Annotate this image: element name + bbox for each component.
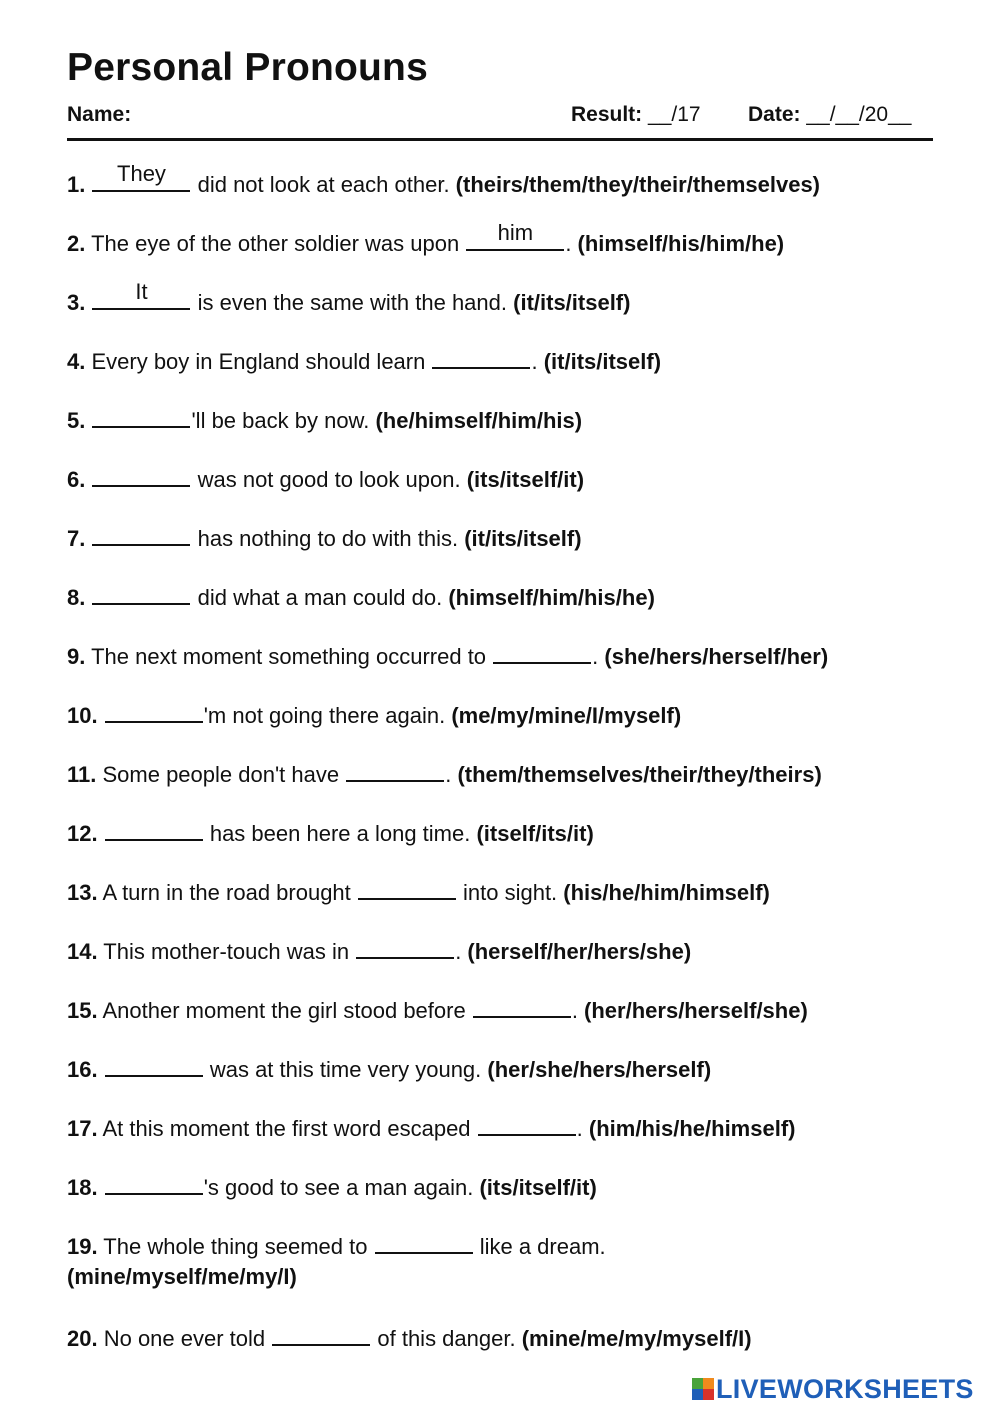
question-text-before <box>98 821 104 846</box>
question-number: 2. <box>67 231 86 256</box>
answer-blank[interactable] <box>105 697 203 723</box>
question-text-after: like a dream. <box>473 1234 606 1259</box>
result-field <box>571 103 701 127</box>
question-number: 3. <box>67 290 86 315</box>
logo-text: LIVEWORKSHEETS <box>716 1373 974 1404</box>
answer-options: (her/hers/herself/she) <box>584 998 808 1023</box>
question-item <box>67 1228 937 1320</box>
question-text-after: . <box>445 762 458 787</box>
answer-blank[interactable] <box>92 279 190 310</box>
question-item <box>67 279 937 343</box>
date-label: Date: <box>748 103 801 126</box>
question-text-after: was not good to look upon. <box>191 467 467 492</box>
question-number: 14. <box>67 939 98 964</box>
question-item <box>67 1169 937 1228</box>
question-item <box>67 933 937 992</box>
answer-blank[interactable] <box>272 1320 370 1346</box>
answer-options: (it/its/itself) <box>543 349 662 374</box>
question-text-after: 'll be back by now. <box>191 408 376 433</box>
question-item <box>67 697 937 756</box>
answer-blank[interactable] <box>473 992 571 1018</box>
question-text-before <box>85 526 91 551</box>
answer-options: (them/themselves/their/they/theirs) <box>457 762 822 787</box>
answer-options: (he/himself/him/his) <box>375 408 583 433</box>
answer-blank[interactable] <box>356 933 454 959</box>
question-number: 12. <box>67 821 98 846</box>
question-item <box>67 402 937 461</box>
question-text-after: into sight. <box>456 880 564 905</box>
question-number: 8. <box>67 585 86 610</box>
question-text-before: A turn in the road brought <box>97 880 357 905</box>
question-number: 13. <box>67 880 98 905</box>
question-number: 20. <box>67 1326 98 1351</box>
answer-blank[interactable] <box>105 815 203 841</box>
answer-text: him <box>497 220 534 245</box>
answer-blank[interactable] <box>92 520 190 546</box>
question-number: 5. <box>67 408 86 433</box>
answer-options: (mine/me/my/myself/I) <box>521 1326 752 1351</box>
question-item <box>67 343 937 402</box>
question-item <box>67 161 937 225</box>
question-text-before: At this moment the first word escaped <box>97 1116 477 1141</box>
question-text-after: . <box>576 1116 589 1141</box>
answer-options: (him/his/he/himself) <box>588 1116 796 1141</box>
name-label: Name: <box>67 103 132 126</box>
question-number: 7. <box>67 526 86 551</box>
question-text-before: Some people don't have <box>96 762 346 787</box>
answer-blank[interactable] <box>92 161 190 192</box>
answer-text: They <box>117 161 166 186</box>
question-number: 16. <box>67 1057 98 1082</box>
answer-blank[interactable] <box>105 1169 203 1195</box>
answer-options: (it/its/itself) <box>464 526 582 551</box>
question-item <box>67 992 937 1051</box>
question-text-before <box>85 467 91 492</box>
answer-options: (herself/her/hers/she) <box>467 939 692 964</box>
question-item <box>67 874 937 933</box>
question-item <box>67 756 937 815</box>
question-text-before: The next moment something occurred to <box>85 644 493 669</box>
question-text-before: The whole thing seemed to <box>97 1234 374 1259</box>
answer-blank[interactable] <box>346 756 444 782</box>
answer-options: (it/its/itself) <box>513 290 631 315</box>
answer-blank[interactable] <box>375 1228 473 1254</box>
question-text-after: has been here a long time. <box>203 821 477 846</box>
answer-options: (her/she/hers/herself) <box>487 1057 712 1082</box>
question-text-before <box>85 585 91 610</box>
question-text-after: did not look at each other. <box>191 172 456 197</box>
answer-options: (its/itself/it) <box>479 1175 597 1200</box>
answer-options: (his/he/him/himself) <box>563 880 770 905</box>
answer-blank[interactable] <box>493 638 591 664</box>
question-number: 1. <box>67 172 86 197</box>
answer-options: (himself/his/him/he) <box>577 231 785 256</box>
question-text-after: . <box>565 231 578 256</box>
answer-blank[interactable] <box>358 874 456 900</box>
answer-options: (mine/myself/me/my/I) <box>67 1264 297 1289</box>
question-list <box>67 161 937 1379</box>
answer-options: (its/itself/it) <box>466 467 585 492</box>
question-number: 18. <box>67 1175 98 1200</box>
question-number: 17. <box>67 1116 98 1141</box>
answer-text: It <box>135 279 148 304</box>
question-item <box>67 1051 937 1110</box>
page-title: Personal Pronouns <box>67 46 428 89</box>
question-number: 4. <box>67 349 86 374</box>
question-item <box>67 1110 937 1169</box>
question-item <box>67 461 937 520</box>
question-item <box>67 220 937 284</box>
question-text-before: No one ever told <box>97 1326 272 1351</box>
question-item <box>67 638 937 697</box>
question-text-after: . <box>571 998 585 1023</box>
question-number: 6. <box>67 467 86 492</box>
date-value: __/__/20__ <box>800 103 912 126</box>
liveworksheets-logo <box>692 1372 974 1406</box>
result-label: Result: <box>571 103 643 126</box>
answer-blank[interactable] <box>432 343 530 369</box>
question-text-before <box>98 1057 104 1082</box>
question-text-before <box>98 1175 104 1200</box>
question-text-before: The eye of the other soldier was upon <box>85 231 466 256</box>
answer-blank[interactable] <box>92 402 190 428</box>
question-text-after: did what a man could do. <box>191 585 449 610</box>
question-text-before <box>85 408 91 433</box>
question-text-after: 's good to see a man again. <box>203 1175 480 1200</box>
answer-blank[interactable] <box>105 1051 203 1077</box>
question-text-after: 'm not going there again. <box>203 703 452 728</box>
question-text-before <box>85 172 91 197</box>
header-divider <box>67 138 933 141</box>
question-item <box>67 815 937 874</box>
question-text-before: Every boy in England should learn <box>85 349 432 374</box>
answer-blank[interactable] <box>92 461 190 487</box>
question-item <box>67 1320 937 1379</box>
question-number: 19. <box>67 1234 98 1259</box>
question-text-after: has nothing to do with this. <box>191 526 465 551</box>
question-text-after: of this danger. <box>371 1326 522 1351</box>
question-text-before: Another moment the girl stood before <box>97 998 472 1023</box>
result-value: __/17 <box>642 103 701 126</box>
question-item <box>67 520 937 579</box>
answer-options: (himself/him/his/he) <box>448 585 655 610</box>
question-text-after: was at this time very young. <box>203 1057 488 1082</box>
answer-blank[interactable] <box>92 579 190 605</box>
answer-options: (theirs/them/they/their/themselves) <box>455 172 821 197</box>
question-text-before: This mother-touch was in <box>97 939 356 964</box>
question-text-after: . <box>531 349 544 374</box>
question-number: 10. <box>67 703 98 728</box>
answer-blank[interactable] <box>478 1110 576 1136</box>
date-field <box>748 103 911 127</box>
question-item <box>67 579 937 638</box>
question-text-after: is even the same with the hand. <box>191 290 514 315</box>
header-meta-row <box>67 103 932 133</box>
answer-blank[interactable] <box>466 220 564 251</box>
question-text-after: . <box>455 939 468 964</box>
answer-options: (me/my/mine/I/myself) <box>451 703 682 728</box>
answer-options: (itself/its/it) <box>476 821 594 846</box>
name-field <box>67 103 131 127</box>
question-text-before <box>98 703 104 728</box>
question-number: 11. <box>67 762 97 787</box>
liveworksheets-logo-icon <box>692 1378 714 1400</box>
question-text-before <box>85 290 91 315</box>
answer-options: (she/hers/herself/her) <box>604 644 829 669</box>
question-number: 15. <box>67 998 98 1023</box>
question-number: 9. <box>67 644 86 669</box>
question-text-after: . <box>592 644 605 669</box>
